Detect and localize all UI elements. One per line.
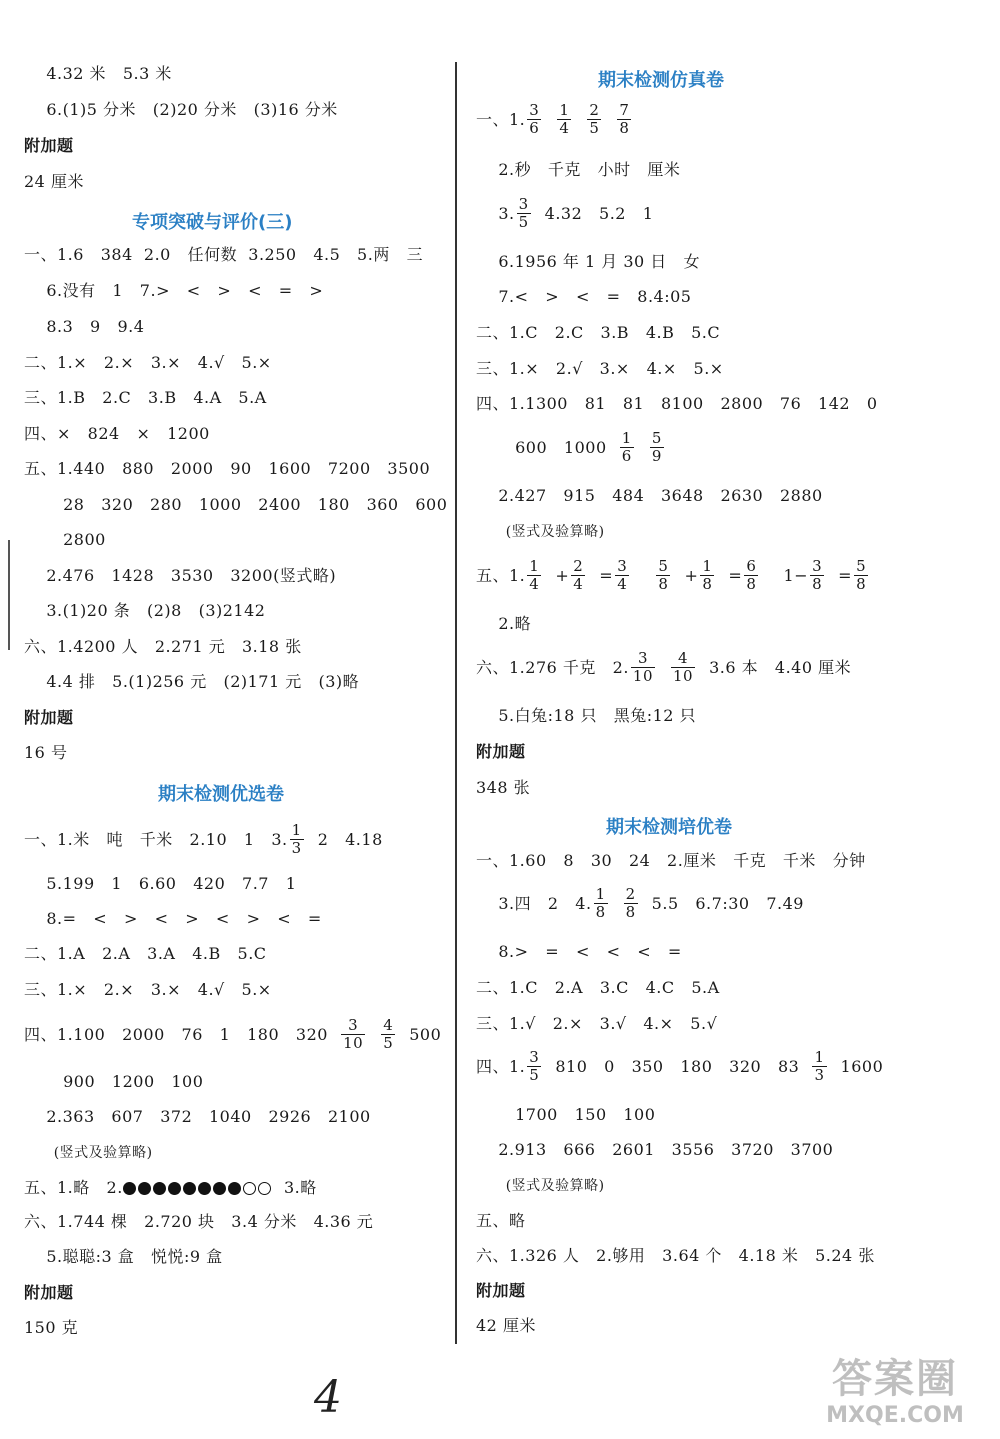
answer-line [476, 1174, 605, 1197]
answer-line [24, 1316, 78, 1339]
fraction-numerator: 1 [529, 557, 540, 575]
answer-text: 2800 [24, 529, 106, 549]
fraction-numerator: 3 [637, 649, 648, 667]
answer-text: 三、1.× 2.× 3.× 4.√ 5.× [24, 979, 272, 999]
answer-text: 五、1.440 880 2000 90 1600 7200 3500 [24, 458, 431, 478]
fraction-numerator: 1 [702, 557, 713, 575]
fraction [527, 558, 541, 593]
answer-line [24, 907, 322, 930]
filled-circle-icon [213, 1182, 226, 1195]
fraction-denominator: 8 [619, 119, 630, 137]
fraction [620, 430, 634, 465]
answer-text: = [599, 565, 614, 585]
fraction [290, 822, 304, 857]
answer-text: 三、1.√ 2.× 3.√ 4.× 5.√ [476, 1013, 718, 1033]
fraction-numerator: 1 [291, 821, 302, 839]
answer-line [476, 1103, 655, 1126]
answer-text: 1− [772, 565, 809, 585]
answer-text: 3.四 2 4. [476, 893, 592, 913]
answer-text: + [684, 565, 699, 585]
fraction-denominator: 6 [529, 119, 540, 137]
answer-text: 一、1.60 8 30 24 2.厘米 千克 千米 分钟 [476, 850, 866, 870]
answer-text: 三、1.B 2.C 3.B 4.A 5.A [24, 387, 267, 407]
answer-line [476, 1244, 875, 1267]
filled-circle-icon [183, 1182, 196, 1195]
filled-circle-icon [123, 1182, 136, 1195]
answer-line [24, 98, 338, 121]
fraction-numerator: 5 [856, 557, 867, 575]
fraction-denominator: 4 [617, 575, 628, 593]
answer-text: 4.4 排 5.(1)256 元 (2)171 元 (3)略 [24, 671, 360, 691]
fraction [594, 886, 608, 921]
fraction-denominator: 5 [589, 119, 600, 137]
answer-line [476, 776, 530, 799]
answer-text: 2.913 666 2601 3556 3720 3700 [476, 1139, 834, 1159]
section-heading: 期末检测培优卷 [606, 817, 732, 838]
answer-text: 2.略 [476, 613, 532, 633]
bonus-label: 附加题 [476, 741, 526, 761]
answer-text: = [838, 565, 853, 585]
filled-circle-icon [168, 1182, 181, 1195]
fraction-numerator: 5 [651, 429, 662, 447]
fraction-denominator: 3 [291, 839, 302, 857]
answer-text: (竖式及验算略) [476, 523, 605, 540]
answer-text: 3.略 [272, 1177, 317, 1197]
fraction-denominator: 4 [559, 119, 570, 137]
fraction-numerator: 1 [595, 885, 606, 903]
fraction [650, 430, 664, 465]
answer-line [476, 650, 851, 685]
answer-line [24, 635, 302, 658]
fraction-numerator: 5 [658, 557, 669, 575]
answer-text: 24 厘米 [24, 171, 84, 191]
answer-line [24, 1245, 223, 1268]
fraction [810, 558, 824, 593]
answer-text: 5.聪聪:3 盒 悦悦:9 盒 [24, 1246, 223, 1266]
fraction-numerator: 3 [529, 101, 540, 119]
answer-text: 六、1.4200 人 2.271 元 3.18 张 [24, 636, 302, 656]
answer-line [24, 422, 210, 445]
fraction-denominator: 10 [673, 667, 694, 685]
answer-line [24, 1070, 203, 1093]
fraction-denominator: 8 [702, 575, 713, 593]
fraction [527, 1049, 541, 1084]
answer-line [24, 822, 383, 857]
answer-line [476, 520, 605, 543]
fraction-numerator: 4 [383, 1016, 394, 1034]
filled-circle-icon [228, 1182, 241, 1195]
answer-line [476, 740, 526, 763]
answer-line [24, 1105, 371, 1128]
answer-text: 一、1.米 吨 千米 2.10 1 3. [24, 829, 288, 849]
answer-line [24, 351, 272, 374]
hollow-circle-icon [243, 1182, 256, 1195]
filled-circle-icon [153, 1182, 166, 1195]
answer-line [24, 741, 67, 764]
answer-line [476, 102, 645, 137]
answer-text: 4.32 米 5.3 米 [24, 63, 172, 83]
fraction-numerator: 3 [529, 1048, 540, 1066]
fraction-denominator: 5 [529, 1066, 540, 1084]
answer-line [24, 1141, 153, 1164]
answer-text: 6.1956 年 1 月 30 日 女 [476, 251, 701, 271]
fraction-numerator: 3 [617, 557, 628, 575]
answer-text: 600 1000 [476, 437, 618, 457]
answer-line [476, 1012, 717, 1035]
fraction-denominator: 6 [621, 447, 632, 465]
answer-line [476, 940, 682, 963]
answer-text: 3.6 本 4.40 厘米 [709, 657, 852, 677]
answer-line [476, 158, 680, 181]
answer-line [24, 1281, 74, 1304]
answer-text: 5.白兔:18 只 黑兔:12 只 [476, 705, 697, 725]
fraction [744, 558, 758, 593]
answer-text: 810 0 350 180 320 83 [555, 1056, 811, 1076]
answer-line [24, 62, 172, 85]
fraction [571, 558, 585, 593]
section-heading: 期末检测优选卷 [158, 784, 284, 805]
answer-text: 8.= < > < > < > < = [24, 908, 322, 928]
fraction [381, 1017, 395, 1052]
watermark-line-2: MXQE.COM [826, 1403, 964, 1428]
answer-line [24, 978, 272, 1001]
answer-line [24, 942, 267, 965]
answer-text: 2.427 915 484 3648 2630 2880 [476, 485, 823, 505]
answer-text: 四、1.1300 81 81 8100 2800 76 142 0 [476, 393, 878, 413]
answer-text: 二、1.A 2.A 3.A 4.B 5.C [24, 943, 267, 963]
bonus-label: 附加题 [476, 1280, 526, 1300]
answer-line [476, 357, 724, 380]
hollow-circle-icon [258, 1182, 271, 1195]
fraction [812, 1049, 826, 1084]
fraction [854, 558, 868, 593]
fraction-denominator: 8 [746, 575, 757, 593]
answer-text: 五、1.略 2. [24, 1177, 123, 1197]
fraction [671, 650, 695, 685]
watermark-logo [800, 1355, 990, 1435]
fraction-denominator: 4 [529, 575, 540, 593]
answer-text: 2.476 1428 3530 3200(竖式略) [24, 565, 337, 585]
fraction-numerator: 6 [746, 557, 757, 575]
fraction-denominator: 3 [814, 1066, 825, 1084]
fraction [631, 650, 655, 685]
answer-text: 28 320 280 1000 2400 180 360 600 [24, 494, 448, 514]
answer-text: 一、1.6 384 2.0 任何数 3.250 4.5 5.两 三 [24, 244, 424, 264]
answer-line [24, 134, 74, 157]
answer-text: 8.> = < < < = [476, 941, 682, 961]
fraction-numerator: 2 [589, 101, 600, 119]
fraction-denominator: 8 [625, 903, 636, 921]
fraction [587, 102, 601, 137]
fraction-numerator: 2 [573, 557, 584, 575]
fraction [624, 886, 638, 921]
answer-text: 6.(1)5 分米 (2)20 分米 (3)16 分米 [24, 99, 338, 119]
filled-circle-icon [138, 1182, 151, 1195]
answer-text: 42 厘米 [476, 1315, 536, 1335]
fraction-numerator: 3 [348, 1016, 359, 1034]
answer-text: 348 张 [476, 777, 531, 797]
answer-line [476, 484, 823, 507]
fraction-numerator: 1 [621, 429, 632, 447]
answer-text: 六、1.326 人 2.够用 3.64 个 4.18 米 5.24 张 [476, 1245, 875, 1265]
bonus-label: 附加题 [24, 135, 74, 155]
answer-line [24, 564, 336, 587]
fraction-numerator: 7 [619, 101, 630, 119]
fraction-denominator: 8 [812, 575, 823, 593]
answer-text: 7.< > < = 8.4:05 [476, 286, 692, 306]
section-heading: 专项突破与评价(三) [132, 212, 293, 233]
fraction-denominator: 5 [383, 1034, 394, 1052]
answer-text: 一、1. [476, 109, 526, 129]
fraction [517, 196, 531, 231]
answer-line [476, 321, 720, 344]
answer-text: 五、略 [476, 1210, 526, 1230]
fraction-denominator: 9 [651, 447, 662, 465]
fraction-denominator: 8 [658, 575, 669, 593]
answer-line [24, 528, 106, 551]
filled-circle-icon [198, 1182, 211, 1195]
answer-text: 900 1200 100 [24, 1071, 204, 1091]
answer-line [476, 704, 696, 727]
fraction [700, 558, 714, 593]
answer-line [24, 872, 296, 895]
answer-line [24, 1210, 373, 1233]
fraction-numerator: 3 [518, 195, 529, 213]
answer-line [476, 250, 700, 273]
answer-text: 四、1.100 2000 76 1 180 320 [24, 1024, 340, 1044]
fraction-denominator: 5 [518, 213, 529, 231]
answer-line [24, 670, 359, 693]
fraction [656, 558, 670, 593]
answer-text: 二、1.C 2.A 3.C 4.C 5.A [476, 977, 720, 997]
watermark-line-1: 答案圈 [832, 1356, 958, 1402]
fraction [557, 102, 571, 137]
answer-line [24, 243, 423, 266]
answer-text: 3.(1)20 条 (2)8 (3)2142 [24, 600, 266, 620]
answer-text: 三、1.× 2.√ 3.× 4.× 5.× [476, 358, 724, 378]
answer-text: 5.5 6.7:30 7.49 [651, 893, 804, 913]
answer-line [24, 279, 323, 302]
answer-text: = [728, 565, 743, 585]
answer-text: 1700 150 100 [476, 1104, 656, 1124]
answer-line [24, 386, 267, 409]
answer-line [476, 558, 882, 593]
fraction-denominator: 10 [632, 667, 654, 685]
answer-text: 150 克 [24, 1317, 79, 1337]
answer-line [476, 612, 531, 635]
answer-line [476, 1138, 833, 1161]
answer-line [476, 1314, 536, 1337]
fraction-denominator: 8 [856, 575, 867, 593]
fraction-numerator: 3 [812, 557, 823, 575]
answer-text: 2.秒 千克 小时 厘米 [476, 159, 681, 179]
answer-text: (竖式及验算略) [24, 1144, 153, 1161]
fraction-denominator: 10 [343, 1034, 364, 1052]
answer-line [24, 315, 144, 338]
answer-line [476, 392, 878, 415]
fraction [617, 102, 631, 137]
answer-line [476, 1209, 526, 1232]
column-divider [455, 62, 457, 1344]
answer-text: 2.363 607 372 1040 2926 2100 [24, 1106, 371, 1126]
answer-line [476, 430, 678, 465]
answer-text: 六、1.744 棵 2.720 块 3.4 分米 4.36 元 [24, 1211, 374, 1231]
answer-text: + [555, 565, 570, 585]
answer-line [476, 1049, 883, 1084]
answer-text: 1600 [840, 1056, 884, 1076]
answer-text: 五、1. [476, 565, 526, 585]
fraction [615, 558, 629, 593]
fraction-numerator: 1 [559, 101, 570, 119]
page-number: 4 [314, 1372, 342, 1423]
answer-line [476, 976, 720, 999]
fraction-numerator: 4 [678, 649, 689, 667]
section-heading: 期末检测仿真卷 [598, 70, 724, 91]
answer-text: (竖式及验算略) [476, 1177, 605, 1194]
bonus-label: 附加题 [24, 707, 74, 727]
answer-line [24, 170, 84, 193]
answer-line [24, 706, 74, 729]
answer-line [24, 599, 265, 622]
answer-line [24, 1017, 441, 1052]
answer-text: 四、1. [476, 1056, 526, 1076]
fraction-numerator: 1 [814, 1048, 825, 1066]
answer-text: 六、1.276 千克 2. [476, 657, 629, 677]
fraction-numerator: 2 [625, 885, 636, 903]
answer-line [24, 457, 430, 480]
answer-text: 二、1.× 2.× 3.× 4.√ 5.× [24, 352, 272, 372]
answer-line [476, 849, 866, 872]
answer-text: 四、× 824 × 1200 [24, 423, 210, 443]
answer-text [643, 565, 654, 587]
fraction [527, 102, 541, 137]
fraction-denominator: 4 [573, 575, 584, 593]
answer-text: 4.32 5.2 1 [544, 203, 654, 223]
answer-text: 二、1.C 2.C 3.B 4.B 5.C [476, 322, 721, 342]
answer-text: 5.199 1 6.60 420 7.7 1 [24, 873, 297, 893]
answer-line [24, 1176, 317, 1199]
fraction [341, 1017, 365, 1052]
answer-line [476, 886, 804, 921]
answer-text: 3. [476, 203, 515, 223]
bonus-label: 附加题 [24, 1282, 74, 1302]
bead-pattern [123, 1177, 273, 1199]
fraction-denominator: 8 [595, 903, 606, 921]
answer-text: 16 号 [24, 742, 68, 762]
answer-text: 2 4.18 [317, 829, 383, 849]
answer-text: 6.没有 1 7.> < > < = > [24, 280, 324, 300]
margin-mark [8, 540, 10, 650]
answer-line [476, 1279, 526, 1302]
answer-text: 8.3 9 9.4 [24, 316, 145, 336]
answer-line [476, 285, 691, 308]
answer-text: 500 [409, 1024, 442, 1044]
answer-line [24, 493, 447, 516]
answer-line [476, 196, 653, 231]
